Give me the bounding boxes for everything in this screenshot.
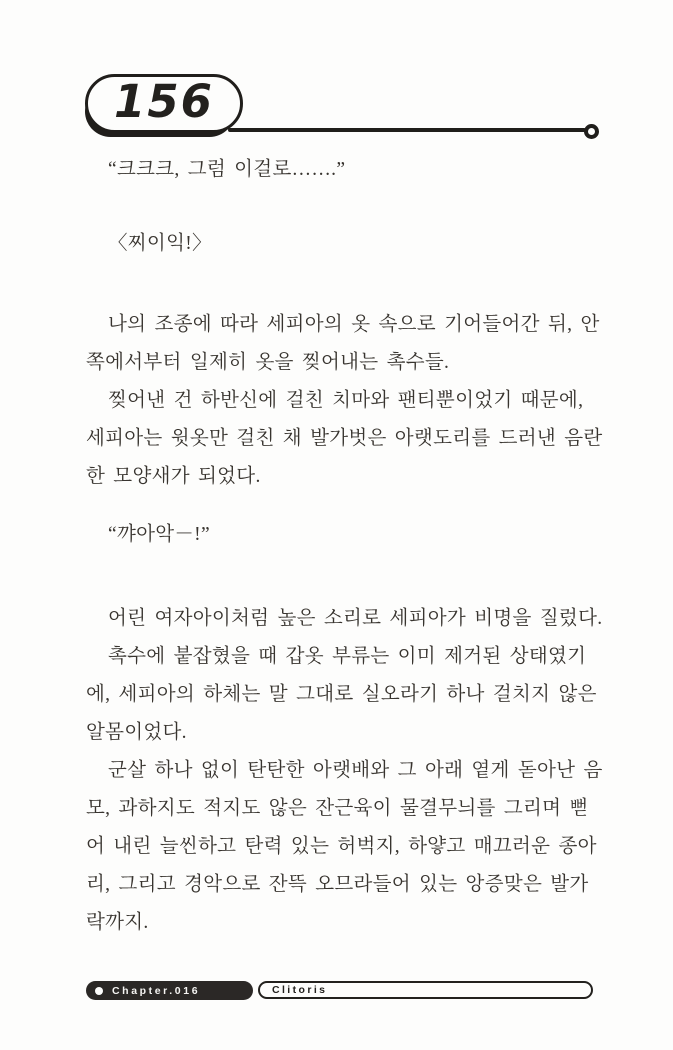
text-line: “꺄아악－!” (108, 524, 210, 545)
page-number-badge (85, 74, 243, 133)
chapter-label: Chapter.016 (112, 985, 201, 997)
text-line: “크크크, 그럼 이걸로…….” (108, 159, 346, 180)
dialogue-line (86, 151, 646, 189)
text-line: 에, 세피아의 하체는 말 그대로 실오라기 하나 걸치지 않은 (86, 684, 597, 705)
chapter-title: Clitoris (272, 984, 328, 996)
text-line: 〈찌이익!〉 (108, 233, 212, 254)
paragraph (86, 638, 646, 752)
text-line: 촉수에 붙잡혔을 때 갑옷 부류는 이미 제거된 상태였기 (108, 646, 587, 667)
bullet-icon (95, 987, 103, 995)
text-line: 세피아는 윗옷만 걸친 채 발가벗은 아랫도리를 드러낸 음란 (86, 428, 603, 449)
chapter-title-badge (258, 981, 593, 999)
header-rule (228, 128, 586, 132)
paragraph (86, 382, 646, 496)
text-line: 군살 하나 없이 탄탄한 아랫배와 그 아래 옅게 돋아난 음 (108, 760, 603, 781)
paragraph (86, 600, 646, 638)
text-line: 어린 여자아이처럼 높은 소리로 세피아가 비명을 질렀다. (108, 608, 603, 629)
text-line: 한 모양새가 되었다. (86, 466, 261, 487)
chapter-badge (86, 981, 253, 1000)
text-line: 리, 그리고 경악으로 잔뜩 오므라들어 있는 앙증맞은 발가 (86, 874, 589, 895)
text-line: 알몸이었다. (86, 722, 187, 743)
text-line: 쪽에서부터 일제히 옷을 찢어내는 촉수들. (86, 352, 450, 373)
paragraph (86, 752, 646, 942)
page-number: 156 (114, 75, 214, 128)
text-line: 어 내린 늘씬하고 탄력 있는 허벅지, 하얗고 매끄러운 종아 (86, 836, 597, 857)
text-line: 찢어낸 건 하반신에 걸친 치마와 팬티뿐이었기 때문에, (108, 390, 584, 411)
body-text (86, 0, 646, 942)
header-ring-icon (584, 124, 599, 139)
text-line: 모, 과하지도 적지도 않은 잔근육이 물결무늬를 그리며 뻗 (86, 798, 589, 819)
dialogue-line (86, 516, 646, 554)
sfx-line (86, 225, 646, 263)
paragraph (86, 306, 646, 382)
text-line: 나의 조종에 따라 세피아의 옷 속으로 기어들어간 뒤, 안 (108, 314, 600, 335)
text-line: 락까지. (86, 912, 149, 933)
